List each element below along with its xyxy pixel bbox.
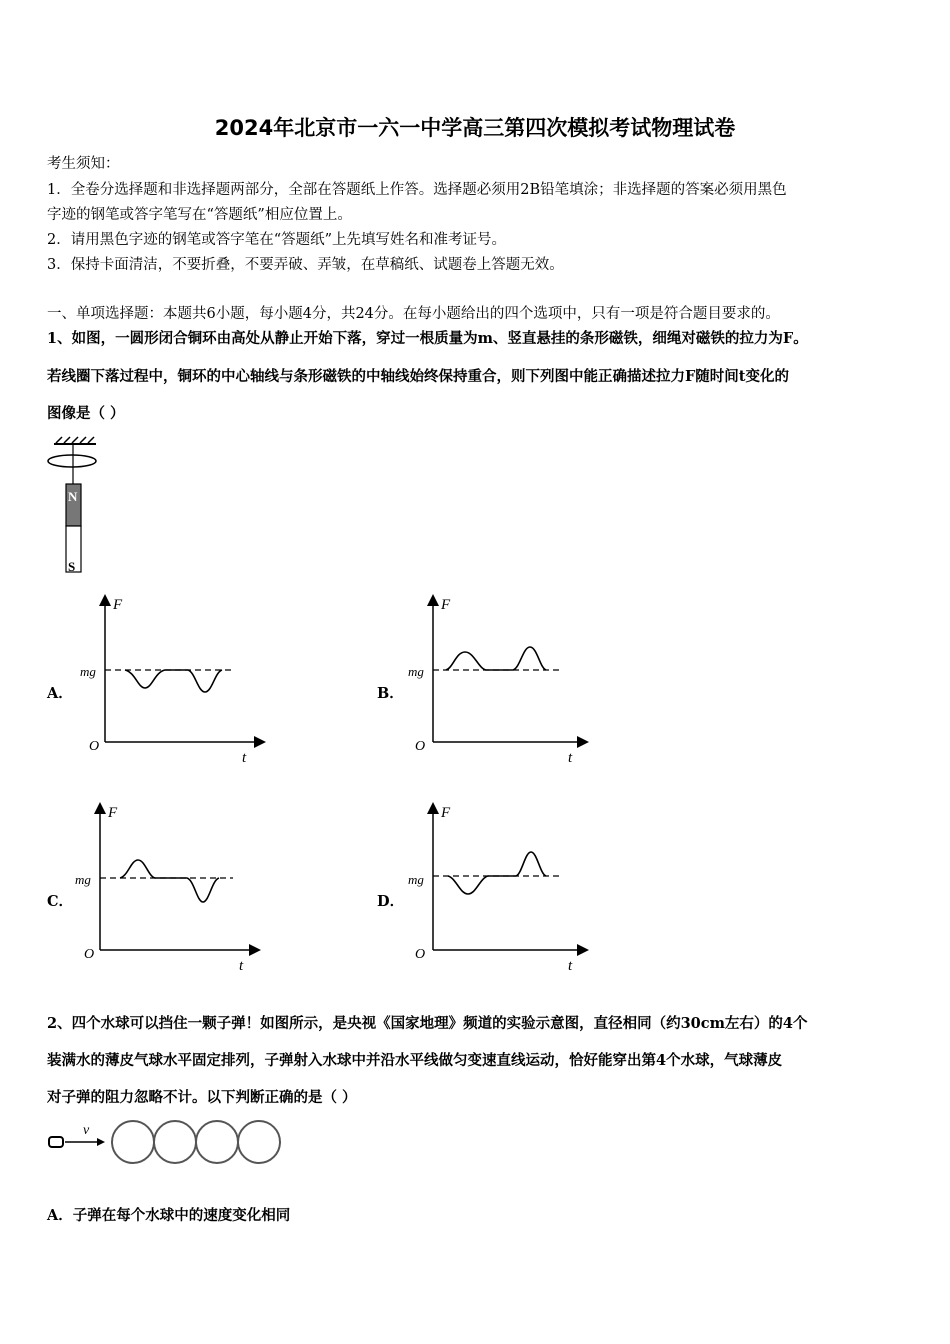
section-heading: 一、单项选择题：本题共6小题，每小题4分，共24分。在每小题给出的四个选项中，只有一项是符合题目要求的。 <box>47 306 780 322</box>
x-label: t <box>242 750 247 766</box>
origin-label: O <box>84 947 95 962</box>
option-c-graph[interactable] <box>75 800 265 980</box>
notice-item-1-cont: 字迹的钢笔或答字笔写在“答题纸”相应位置上。 <box>47 207 352 223</box>
force-curve <box>120 860 219 902</box>
q1-line-1: 1、如图，一圆形闭合铜环由高处从静止开始下落，穿过一根质量为m、竖直悬挂的条形磁铁，细绳对磁铁的拉力为F。 <box>47 330 808 347</box>
y-label: F <box>108 805 118 821</box>
q2-line-1: 2、四个水球可以挡住一颗子弹！如图所示，是央视《国家地理》频道的实验示意图，直径相同（约30cm左右）的4个 <box>47 1015 808 1032</box>
q2-line-2: 装满水的薄皮气球水平固定排列，子弹射入水球中并沿水平线做匀变速直线运动，恰好能穿出第4个水球，气球薄皮 <box>47 1052 783 1069</box>
option-b-label[interactable]: B． <box>377 685 404 702</box>
magnet-figure <box>40 432 110 582</box>
ceiling-hatch <box>54 437 96 444</box>
water-balloon-4 <box>238 1121 280 1163</box>
q2-option-a[interactable]: A．子弹在每个水球中的速度变化相同 <box>47 1207 291 1224</box>
option-a-graph[interactable] <box>80 592 270 772</box>
mg-label: mg <box>80 664 96 679</box>
y-label: F <box>441 805 451 821</box>
copper-ring <box>48 455 96 467</box>
magnet-n-label: N <box>68 489 78 504</box>
notice-item-1: 1．全卷分选择题和非选择题两部分，全部在答题纸上作答。选择题必须用2B铅笔填涂；非选择题的答案必须用黑色 <box>47 182 787 198</box>
exam-title: 2024年北京市一六一中学高三第四次模拟考试物理试卷 <box>214 116 736 140</box>
force-curve <box>125 670 222 692</box>
option-b-graph[interactable] <box>408 592 598 772</box>
q1-line-2: 若线圈下落过程中，铜环的中心轴线与条形磁铁的中轴线始终保持重合，则下列图中能正确描述拉力F随时间t变化的 <box>47 368 789 385</box>
mg-label: mg <box>408 664 424 679</box>
x-label: t <box>568 958 573 974</box>
q1-line-3: 图像是（ ） <box>47 405 125 422</box>
mg-label: mg <box>408 872 424 887</box>
y-label: F <box>113 597 123 613</box>
force-curve <box>446 647 546 670</box>
x-label: t <box>568 750 573 766</box>
option-d-label[interactable]: D． <box>377 893 405 910</box>
notice-item-2: 2．请用黑色字迹的钢笔或答字笔在“答题纸”上先填写姓名和准考证号。 <box>47 232 507 248</box>
y-label: F <box>441 597 451 613</box>
water-balloon-3 <box>196 1121 238 1163</box>
x-label: t <box>239 958 244 974</box>
origin-label: O <box>89 739 100 754</box>
water-balloon-2 <box>154 1121 196 1163</box>
water-balloon-figure <box>45 1115 290 1170</box>
arrow-head <box>97 1138 105 1146</box>
bullet <box>49 1137 63 1147</box>
velocity-label: v <box>83 1123 90 1138</box>
notice-heading: 考生须知： <box>47 156 120 172</box>
water-balloon-1 <box>112 1121 154 1163</box>
origin-label: O <box>415 947 426 962</box>
option-d-graph[interactable] <box>408 800 598 980</box>
notice-item-3: 3．保持卡面清洁，不要折叠，不要弄破、弄皱，在草稿纸、试题卷上答题无效。 <box>47 257 564 273</box>
option-c-label[interactable]: C． <box>47 893 74 910</box>
option-a-label[interactable]: A． <box>47 685 73 702</box>
magnet-s-label: S <box>68 559 76 574</box>
q2-line-3: 对子弹的阻力忽略不计。以下判断正确的是（ ） <box>47 1089 357 1106</box>
origin-label: O <box>415 739 426 754</box>
mg-label: mg <box>75 872 91 887</box>
force-curve <box>448 852 546 894</box>
